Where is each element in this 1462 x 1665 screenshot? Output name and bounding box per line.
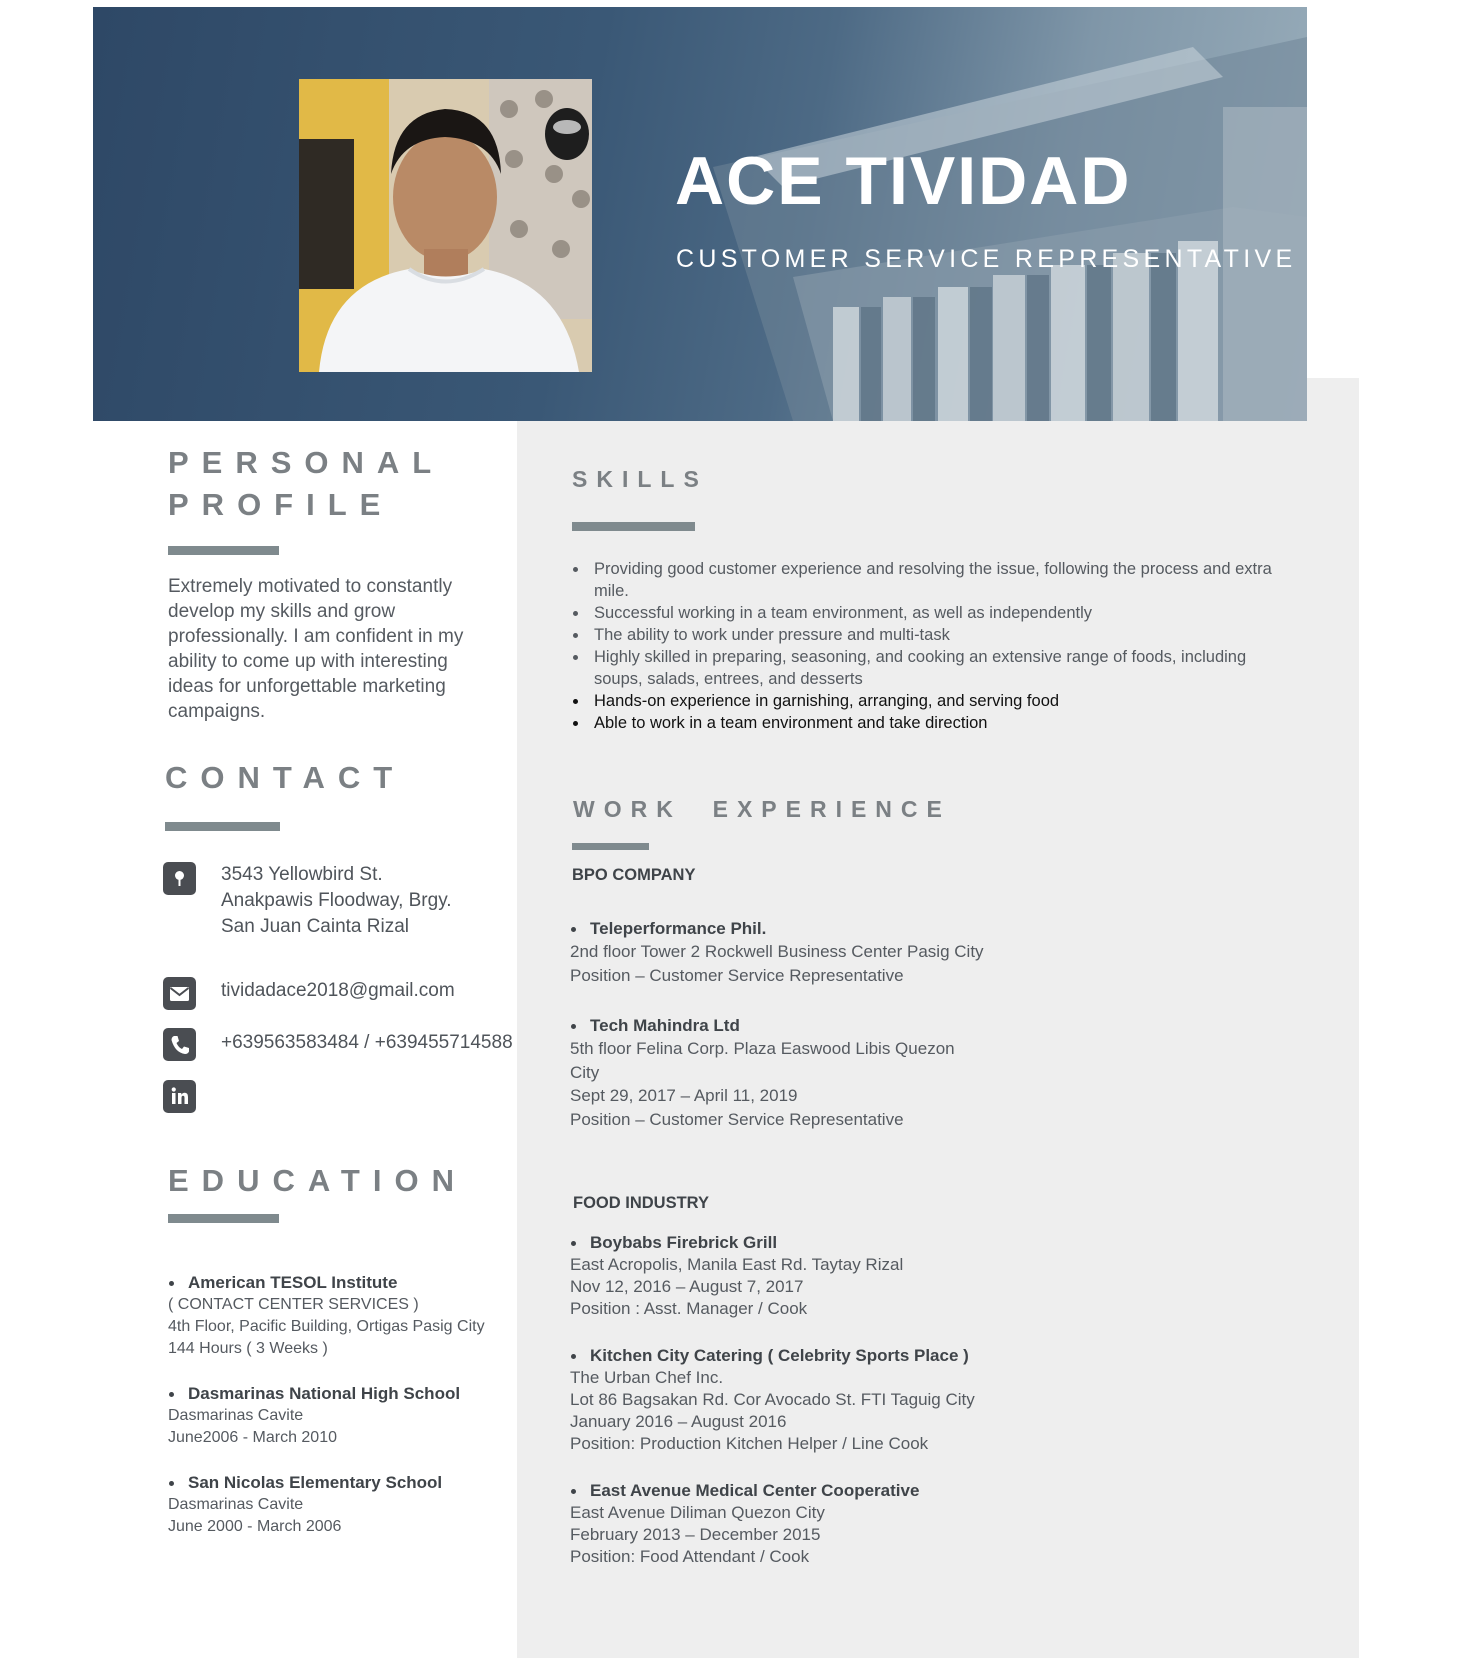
address-line-3: San Juan Cainta Rizal [221,916,409,937]
education-underline [168,1214,279,1223]
school-duration: June 2000 - March 2006 [168,1518,342,1535]
education-item [168,1272,485,1360]
school-name: San Nicolas Elementary School [168,1472,442,1494]
company-address: 5th floor Felina Corp. Plaza Easwood Libis Quezon [570,1039,955,1058]
skill-item: The ability to work under pressure and multi-task [572,624,1282,646]
job-entry [570,1015,955,1131]
linkedin-icon[interactable] [163,1080,196,1113]
company-name: Teleperformance Phil. [570,918,984,940]
skill-item: Highly skilled in preparing, seasoning, and cooking an extensive range of foods, including soups, salads, entrees, and desserts [572,646,1282,690]
job-position: Position – Customer Service Representative [570,1109,904,1129]
education-item [168,1383,460,1449]
personal-profile-underline [168,546,279,555]
job-position: Position: Production Kitchen Helper / Line Cook [570,1434,929,1453]
school-detail: ( CONTACT CENTER SERVICES ) [168,1296,419,1313]
company-name: Kitchen City Catering ( Celebrity Sports Place ) [570,1345,975,1367]
skill-item: Hands-on experience in garnishing, arranging, and serving food [572,690,1282,712]
job-entry [570,1345,975,1455]
school-address: Dasmarinas Cavite [168,1496,304,1513]
job-position: Position : Asst. Manager / Cook [570,1299,808,1318]
address-line-1: 3543 Yellowbird St. [221,864,383,885]
education-title: EDUCATION [168,1163,467,1198]
job-dates: January 2016 – August 2016 [570,1412,787,1431]
company-name: Tech Mahindra Ltd [570,1015,955,1037]
job-entry [570,918,984,987]
job-dates: Sept 29, 2017 – April 11, 2019 [570,1086,798,1105]
personal-profile-text: Extremely motivated to constantly develop my skills and grow professionally. I am confident in my ability to come up with interesting ideas for unforgettable marketing campaigns. [168,576,464,722]
job-position: Position – Customer Service Representative [570,965,904,985]
job-entry [570,1480,919,1568]
company-address: East Avenue Diliman Quezon City [570,1503,825,1522]
bpo-company-label: BPO COMPANY [572,866,696,884]
company-name: Boybabs Firebrick Grill [570,1232,903,1254]
job-position: Position: Food Attendant / Cook [570,1547,810,1566]
work-experience-title: WORK EXPERIENCE [573,796,951,822]
skills-title: SKILLS [572,466,708,492]
job-dates: Nov 12, 2016 – August 7, 2017 [570,1277,804,1296]
candidate-role: CUSTOMER SERVICE REPRESENTATIVE [676,245,1297,273]
education-item [168,1472,442,1538]
school-duration: June2006 - March 2010 [168,1429,337,1446]
school-name: Dasmarinas National High School [168,1383,460,1405]
school-address: 4th Floor, Pacific Building, Ortigas Pasig City [168,1318,485,1335]
skill-item: Providing good customer experience and resolving the issue, following the process and extra mile. [572,558,1282,602]
skill-item: Able to work in a team environment and take direction [572,712,1282,734]
school-name: American TESOL Institute [168,1272,485,1294]
phone-icon [163,1028,196,1061]
job-entry [570,1232,903,1320]
envelope-icon [163,977,196,1010]
company-name: East Avenue Medical Center Cooperative [570,1480,919,1502]
food-industry-label: FOOD INDUSTRY [573,1194,709,1212]
skills-underline [572,522,695,531]
job-dates: February 2013 – December 2015 [570,1525,821,1544]
work-experience-underline [572,843,649,850]
school-duration: 144 Hours ( 3 Weeks ) [168,1340,328,1357]
personal-profile-title: PERSONAL PROFILE [168,445,444,522]
address-line-2: Anakpawis Floodway, Brgy. [221,890,452,911]
company-address: Lot 86 Bagsakan Rd. Cor Avocado St. FTI Taguig City [570,1390,975,1409]
skills-list [572,558,1282,734]
candidate-name: ACE TIVIDAD [675,143,1132,219]
school-address: Dasmarinas Cavite [168,1407,304,1424]
header-banner [93,7,1307,421]
email-link[interactable]: tividadace2018@gmail.com [221,980,455,1001]
company-address: 2nd floor Tower 2 Rockwell Business Center Pasig City [570,942,984,961]
company-address: City [570,1062,600,1082]
contact-title: CONTACT [165,760,406,795]
company-name-detail: The Urban Chef Inc. [570,1368,724,1387]
profile-photo [299,79,592,372]
phone-number: +639563583484 / +639455714588 [221,1032,513,1053]
location-pin-icon [163,862,196,895]
contact-underline [165,822,280,831]
skill-item: Successful working in a team environment, as well as independently [572,602,1282,624]
company-address: East Acropolis, Manila East Rd. Taytay Rizal [570,1255,904,1274]
